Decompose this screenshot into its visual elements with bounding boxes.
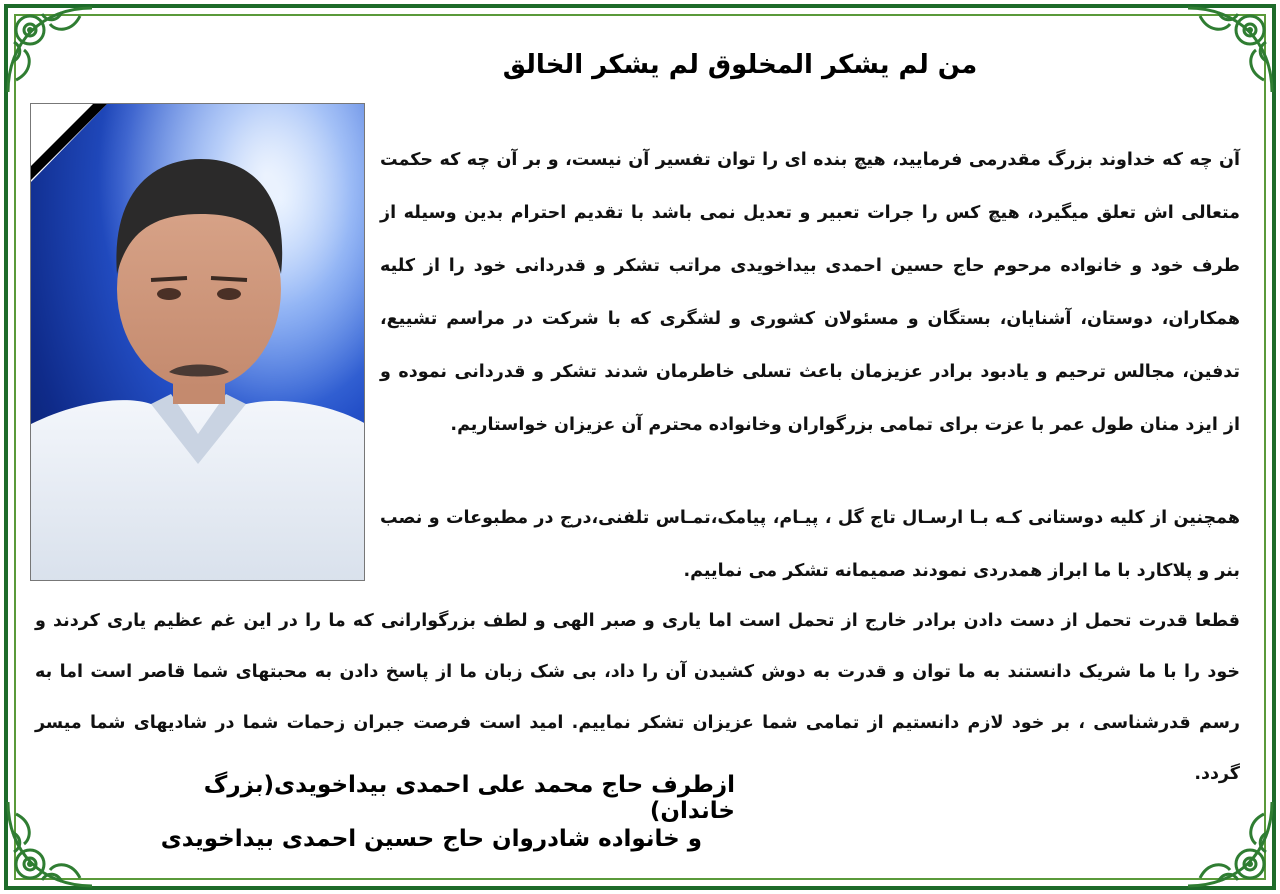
signature-line-2: و خانواده شادروان حاج حسین احمدی بیداخویدی xyxy=(160,826,702,852)
gratitude-paragraph-3: قطعا قدرت تحمل از دست دادن برادر خارج از تحمل است اما یاری و صبر الهی و لطف بزرگوارانی که ما را در این غم عظیم یاری کردند و خود را با ما شریک دانستند به ما توان و قدرت به دوش کشیدن آن را داد، بی شک زبان ما از پاسخ دادن به محبتهای شما قاصر است اما به رسم قدرشناسی ، بر خود لازم دانستیم از تمامی شما عزیزان تشکر نماییم. امید است فرصت جبران زحمات شما در شادیهای شما میسر گردد. xyxy=(35,611,1240,784)
gratitude-paragraph-1 xyxy=(380,134,1240,452)
floral-corner-icon xyxy=(2,2,98,98)
paragraph-text: مراتب تشکر و قدردانی خود را از کلیه همکاران، دوستان، آشنایان، بستگان و مسئولان کشوری و لشگری که با شرکت در مراسم تشییع، تدفین، مجالس ترحیم و یادبود برادر عزیزمان باعث تسلی خاطرمان شدند تشکر و قدردانی نموده و از ایزد منان طول عمر با عزت برای تمامی بزرگواران وخانواده محترم آن عزیزان خواستاریم. xyxy=(380,256,1240,435)
floral-corner-icon xyxy=(1182,796,1278,892)
deceased-name: مرحوم حاج حسین احمدی بیداخویدی xyxy=(730,256,1052,276)
floral-corner-icon xyxy=(1182,2,1278,98)
paragraph-text: آن چه که خداوند بزرگ مقدرمی فرمایید، هیچ بنده ای را توان تفسیر آن نیست، و بر آن چه که حکمت متعالی اش تعلق میگیرد، هیچ کس را جرات تعبیر و تعدیل نمی باشد با تقدیم احترام بدین وسیله از طرف خود و خانواده xyxy=(380,150,1240,276)
signature-line-1: ازطرف حاج محمد علی احمدی بیداخویدی(بزرگ خاندان) xyxy=(203,772,735,824)
deceased-portrait xyxy=(30,103,365,581)
page-title: من لم يشكر المخلوق لم يشكر الخالق xyxy=(502,50,978,80)
gratitude-paragraph-2: همچنین از کلیه دوستانی کـه بـا ارسـال تاج گل ، پیـام، پیامک،تمـاس تلفنی،درج در مطبوعات و نصب بنر و پلاکارد با ما ابراز همدردی نمودند صمیمانه تشکر می نماییم. xyxy=(380,508,1240,581)
